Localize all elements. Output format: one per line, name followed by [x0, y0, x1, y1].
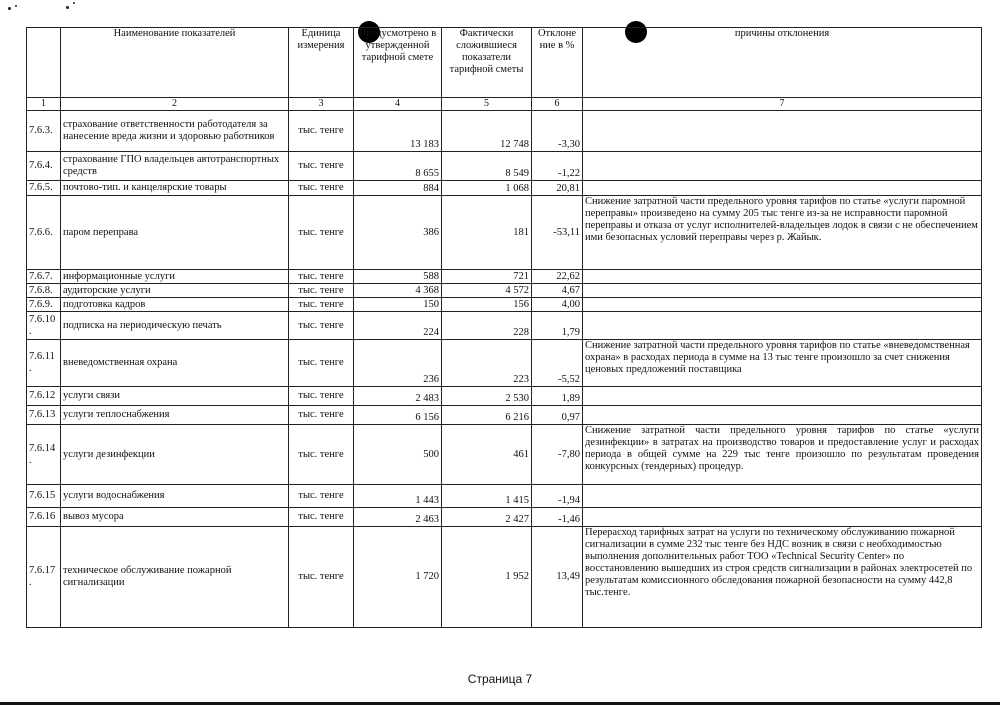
row-unit: тыс. тенге	[289, 152, 354, 181]
page-number: Страница 7	[467, 672, 533, 686]
row-planned: 1 443	[354, 485, 442, 508]
scan-speck	[66, 6, 69, 9]
row-deviation: 20,81	[532, 181, 583, 196]
row-reason	[583, 111, 982, 152]
row-code: 7.6.14 .	[27, 425, 61, 485]
row-unit: тыс. тенге	[289, 485, 354, 508]
row-name: паром переправа	[61, 196, 289, 270]
table-row	[27, 527, 982, 628]
table-row	[27, 181, 982, 196]
row-deviation: -7,80	[532, 425, 583, 485]
row-deviation: 0,97	[532, 406, 583, 425]
tariff-deviation-table	[26, 27, 982, 628]
scan-speck	[8, 7, 11, 10]
table-row	[27, 284, 982, 298]
row-deviation: 13,49	[532, 527, 583, 628]
table-header-row	[27, 28, 982, 98]
header-reasons: причины отклонения	[583, 28, 982, 98]
row-name: почтово-тип. и канцелярские товары	[61, 181, 289, 196]
row-deviation: -3,30	[532, 111, 583, 152]
row-unit: тыс. тенге	[289, 196, 354, 270]
row-actual: 181	[442, 196, 532, 270]
row-unit: тыс. тенге	[289, 340, 354, 387]
row-actual: 721	[442, 270, 532, 284]
column-number: 3	[289, 98, 354, 111]
row-actual: 12 748	[442, 111, 532, 152]
row-actual: 1 952	[442, 527, 532, 628]
row-name: услуги дезинфекции	[61, 425, 289, 485]
row-code: 7.6.5.	[27, 181, 61, 196]
column-number: 6	[532, 98, 583, 111]
row-planned: 6 156	[354, 406, 442, 425]
row-code: 7.6.9.	[27, 298, 61, 312]
row-name: аудиторские услуги	[61, 284, 289, 298]
table-row	[27, 270, 982, 284]
row-actual: 2 530	[442, 387, 532, 406]
row-actual: 6 216	[442, 406, 532, 425]
row-name: страхование ГПО владельцев автотранспортных средств	[61, 152, 289, 181]
row-name: техническое обслуживание пожарной сигнализации	[61, 527, 289, 628]
row-reason	[583, 406, 982, 425]
row-actual: 156	[442, 298, 532, 312]
row-planned: 2 483	[354, 387, 442, 406]
table-row	[27, 111, 982, 152]
row-name: подготовка кадров	[61, 298, 289, 312]
column-number: 2	[61, 98, 289, 111]
column-number-row	[27, 98, 982, 111]
row-name: страхование ответственности работодателя за нанесение вреда жизни и здоровью работников	[61, 111, 289, 152]
row-reason: Снижение затратной части предельного уровня тарифов по статье «услуги паромной переправы» произведено на сумму 205 тыс тенге из-за не исправности паромной переправы и отказа от услуг исполнителей-владельцев лодок в связи с не обеспечением ими безопасных условий переправы через р. Жайык.	[583, 196, 982, 270]
table-row	[27, 508, 982, 527]
row-actual: 228	[442, 312, 532, 340]
row-planned: 236	[354, 340, 442, 387]
row-code: 7.6.12	[27, 387, 61, 406]
row-actual: 8 549	[442, 152, 532, 181]
table-row	[27, 298, 982, 312]
row-deviation: 4,67	[532, 284, 583, 298]
header-deviation: Отклоне ние в %	[532, 28, 583, 98]
row-planned: 884	[354, 181, 442, 196]
row-name: услуги теплоснабжения	[61, 406, 289, 425]
row-planned: 386	[354, 196, 442, 270]
row-reason	[583, 181, 982, 196]
row-name: вывоз мусора	[61, 508, 289, 527]
row-deviation: 1,79	[532, 312, 583, 340]
row-planned: 150	[354, 298, 442, 312]
header-unit: Единица измерения	[289, 28, 354, 98]
row-planned: 588	[354, 270, 442, 284]
table-row	[27, 387, 982, 406]
row-unit: тыс. тенге	[289, 284, 354, 298]
table-row	[27, 406, 982, 425]
column-number: 7	[583, 98, 982, 111]
header-name: Наименование показателей	[61, 28, 289, 98]
row-deviation: -1,46	[532, 508, 583, 527]
row-unit: тыс. тенге	[289, 387, 354, 406]
table-row	[27, 340, 982, 387]
header-code-cell	[27, 28, 61, 98]
row-reason	[583, 312, 982, 340]
row-actual: 223	[442, 340, 532, 387]
row-reason	[583, 298, 982, 312]
row-code: 7.6.3.	[27, 111, 61, 152]
row-planned: 4 368	[354, 284, 442, 298]
row-code: 7.6.7.	[27, 270, 61, 284]
column-number: 5	[442, 98, 532, 111]
row-name: подписка на периодическую печать	[61, 312, 289, 340]
row-name: вневедомственная охрана	[61, 340, 289, 387]
row-actual: 4 572	[442, 284, 532, 298]
row-deviation: -1,94	[532, 485, 583, 508]
row-code: 7.6.4.	[27, 152, 61, 181]
row-unit: тыс. тенге	[289, 425, 354, 485]
row-unit: тыс. тенге	[289, 111, 354, 152]
row-planned: 2 463	[354, 508, 442, 527]
row-code: 7.6.11 .	[27, 340, 61, 387]
row-deviation: 4,00	[532, 298, 583, 312]
row-name: услуги связи	[61, 387, 289, 406]
row-code: 7.6.8.	[27, 284, 61, 298]
row-name: услуги водоснабжения	[61, 485, 289, 508]
row-reason	[583, 152, 982, 181]
column-number: 1	[27, 98, 61, 111]
row-code: 7.6.10 .	[27, 312, 61, 340]
row-reason	[583, 508, 982, 527]
header-planned: Предусмотрено в утвержденной тарифной смете	[354, 28, 442, 98]
row-reason	[583, 387, 982, 406]
table-row	[27, 196, 982, 270]
row-code: 7.6.15	[27, 485, 61, 508]
row-unit: тыс. тенге	[289, 406, 354, 425]
table-row	[27, 312, 982, 340]
row-reason	[583, 485, 982, 508]
table-row	[27, 485, 982, 508]
row-code: 7.6.13	[27, 406, 61, 425]
row-planned: 224	[354, 312, 442, 340]
row-deviation: -53,11	[532, 196, 583, 270]
row-reason: Перерасход тарифных затрат на услуги по техническому обслуживанию пожарной сигнализации в сумме 232 тыс тенге без НДС возник в связи с необходимостью выполнения дополнительных работ ТОО «Technical Security Center» по восстановлению вышедших из строя средств сигнализации в районах электросетей по результатам комиссионного обследования пожарной безопасности на сумму 442,8 тыс.тенге.	[583, 527, 982, 628]
row-reason: Снижение затратной части предельного уровня тарифов по статье «вневедомственная охрана» в расходах периода в сумме на 13 тыс тенге произошло за счет снижения ценовых предложений поставщика	[583, 340, 982, 387]
row-unit: тыс. тенге	[289, 181, 354, 196]
row-code: 7.6.16	[27, 508, 61, 527]
column-number: 4	[354, 98, 442, 111]
row-unit: тыс. тенге	[289, 527, 354, 628]
row-actual: 1 415	[442, 485, 532, 508]
row-deviation: 1,89	[532, 387, 583, 406]
row-unit: тыс. тенге	[289, 312, 354, 340]
table-row	[27, 152, 982, 181]
row-planned: 13 183	[354, 111, 442, 152]
row-code: 7.6.6.	[27, 196, 61, 270]
row-deviation: -5,52	[532, 340, 583, 387]
page-bottom-edge	[0, 702, 1000, 705]
row-deviation: 22,62	[532, 270, 583, 284]
row-reason	[583, 270, 982, 284]
table-row	[27, 425, 982, 485]
row-code: 7.6.17 .	[27, 527, 61, 628]
row-unit: тыс. тенге	[289, 508, 354, 527]
row-actual: 461	[442, 425, 532, 485]
row-planned: 1 720	[354, 527, 442, 628]
row-name: информационные услуги	[61, 270, 289, 284]
row-planned: 8 655	[354, 152, 442, 181]
scan-speck	[15, 5, 17, 7]
row-reason	[583, 284, 982, 298]
scan-speck	[73, 2, 75, 4]
row-unit: тыс. тенге	[289, 270, 354, 284]
row-reason: Снижение затратной части предельного уровня тарифов по статье «услуги дезинфекции» в затратах на производство товаров и предоставление услуг и расходах периода в общей сумме на 229 тыс тенге произошло по результатам проведения конкурсных (тендерных) процедур.	[583, 425, 982, 485]
row-deviation: -1,22	[532, 152, 583, 181]
row-planned: 500	[354, 425, 442, 485]
row-actual: 1 068	[442, 181, 532, 196]
row-unit: тыс. тенге	[289, 298, 354, 312]
row-actual: 2 427	[442, 508, 532, 527]
header-actual: Фактически сложившиеся показатели тарифной сметы	[442, 28, 532, 98]
